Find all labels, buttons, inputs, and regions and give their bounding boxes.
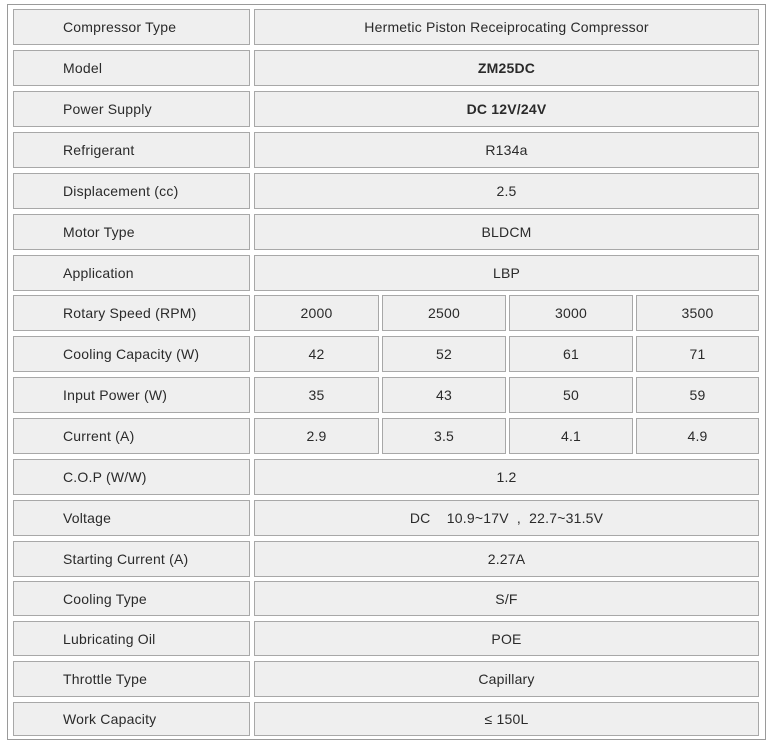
table-row xyxy=(8,91,765,127)
spec-table xyxy=(7,4,766,740)
table-row xyxy=(8,255,765,291)
table-row xyxy=(8,418,765,454)
spec-value-cell: 3500 xyxy=(636,295,759,331)
table-row xyxy=(8,621,765,656)
spec-value-cell: 71 xyxy=(636,336,759,372)
spec-value: 1.2 xyxy=(254,459,759,495)
spec-label: Application xyxy=(13,255,250,291)
table-row xyxy=(8,459,765,495)
spec-label: Rotary Speed (RPM) xyxy=(13,295,250,331)
spec-value-cell: 2.9 xyxy=(254,418,379,454)
table-row xyxy=(8,541,765,577)
spec-label: Current (A) xyxy=(13,418,250,454)
spec-label: Cooling Type xyxy=(13,581,250,616)
spec-value-cell: 3000 xyxy=(509,295,633,331)
spec-label: C.O.P (W/W) xyxy=(13,459,250,495)
table-row xyxy=(8,500,765,536)
table-row xyxy=(8,581,765,616)
spec-label: Displacement (cc) xyxy=(13,173,250,209)
spec-label: Model xyxy=(13,50,250,86)
spec-value-cell: 2000 xyxy=(254,295,379,331)
table-row xyxy=(8,9,765,45)
spec-value-cell: 42 xyxy=(254,336,379,372)
spec-label: Power Supply xyxy=(13,91,250,127)
spec-value: DC 12V/24V xyxy=(254,91,759,127)
spec-label: Starting Current (A) xyxy=(13,541,250,577)
spec-value-cell: 59 xyxy=(636,377,759,413)
spec-value: Hermetic Piston Receiprocating Compressor xyxy=(254,9,759,45)
spec-value: POE xyxy=(254,621,759,656)
table-row xyxy=(8,377,765,413)
spec-label: Input Power (W) xyxy=(13,377,250,413)
spec-label: Cooling Capacity (W) xyxy=(13,336,250,372)
spec-value: 2.5 xyxy=(254,173,759,209)
spec-label: Refrigerant xyxy=(13,132,250,168)
spec-value-cell: 35 xyxy=(254,377,379,413)
spec-label: Compressor Type xyxy=(13,9,250,45)
spec-value: BLDCM xyxy=(254,214,759,250)
table-row xyxy=(8,132,765,168)
spec-value: 2.27A xyxy=(254,541,759,577)
spec-value-cell: 50 xyxy=(509,377,633,413)
spec-label: Throttle Type xyxy=(13,661,250,697)
spec-label: Lubricating Oil xyxy=(13,621,250,656)
table-row xyxy=(8,50,765,86)
spec-value-cell: 52 xyxy=(382,336,506,372)
spec-value: LBP xyxy=(254,255,759,291)
table-row xyxy=(8,702,765,736)
table-row xyxy=(8,173,765,209)
spec-value: S/F xyxy=(254,581,759,616)
spec-value-cell: 2500 xyxy=(382,295,506,331)
spec-value-cell: 4.1 xyxy=(509,418,633,454)
spec-label: Work Capacity xyxy=(13,702,250,736)
table-row xyxy=(8,295,765,331)
spec-value-cell: 61 xyxy=(509,336,633,372)
spec-value: ≤ 150L xyxy=(254,702,759,736)
spec-value-cell: 4.9 xyxy=(636,418,759,454)
spec-value: Capillary xyxy=(254,661,759,697)
spec-value-cell: 3.5 xyxy=(382,418,506,454)
spec-value-cell: 43 xyxy=(382,377,506,413)
table-row xyxy=(8,214,765,250)
spec-label: Motor Type xyxy=(13,214,250,250)
spec-label: Voltage xyxy=(13,500,250,536)
spec-value: R134a xyxy=(254,132,759,168)
spec-value: ZM25DC xyxy=(254,50,759,86)
spec-value: DC 10.9~17V , 22.7~31.5V xyxy=(254,500,759,536)
table-row xyxy=(8,661,765,697)
table-row xyxy=(8,336,765,372)
